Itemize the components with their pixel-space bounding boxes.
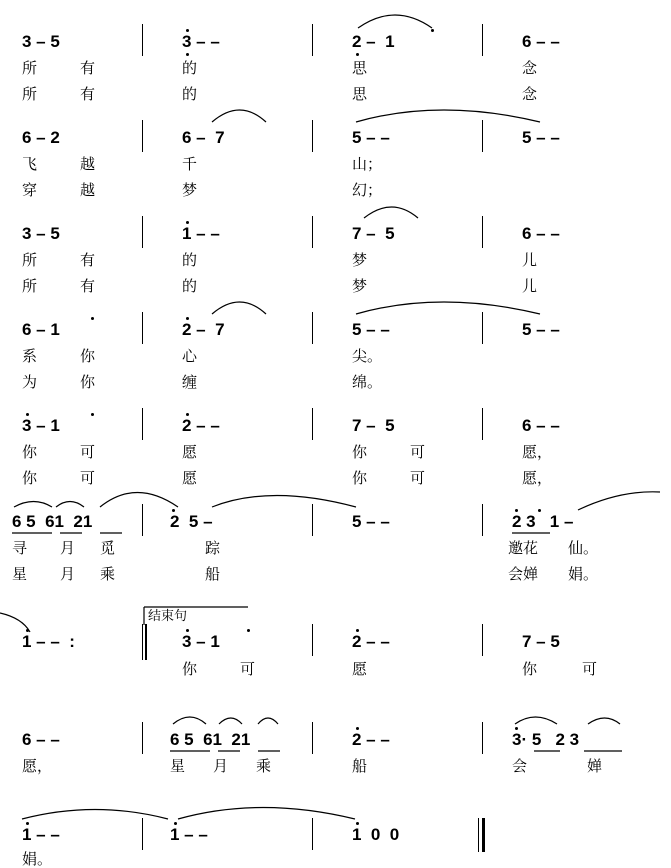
- lyric-char: 你: [352, 443, 368, 461]
- note-group: 2 3 1 –: [512, 512, 574, 531]
- note-group: 3 – –: [182, 32, 220, 51]
- note-group: 6 – 7: [182, 128, 225, 147]
- note-group: 7 – 5: [522, 632, 560, 651]
- lyric-char: 愿: [352, 660, 368, 678]
- lyric-char: 月: [60, 565, 76, 583]
- slur: [100, 493, 178, 508]
- lyric-char: 可: [80, 443, 96, 461]
- lyric-char: 梦: [352, 251, 368, 269]
- note-group: 5 – –: [522, 128, 560, 147]
- note-group: 1 – –: [22, 825, 60, 844]
- lyric-char: 的: [182, 59, 198, 77]
- lyric-char: 儿: [522, 251, 538, 269]
- note-group: 2 – 7: [182, 320, 225, 339]
- note-group: 6 – –: [522, 224, 560, 243]
- lyric-char: 月: [60, 539, 76, 557]
- slur: [22, 810, 168, 820]
- lyric-char: 越: [80, 155, 96, 173]
- note-group: 2 – –: [352, 632, 390, 651]
- note-group: 6 – –: [522, 32, 560, 51]
- lyric-char: 踪: [205, 539, 221, 557]
- note-group: 7 – 5: [352, 224, 395, 243]
- lyric-char: 你: [352, 469, 368, 487]
- lyric-char: 你: [522, 660, 538, 678]
- slur: [258, 718, 278, 724]
- lyric-char: 觅: [100, 539, 116, 557]
- lyric-char: 缠: [182, 373, 198, 391]
- note-group: 6 – –: [522, 416, 560, 435]
- lyric-char: 你: [22, 469, 38, 487]
- lyric-char: 愿: [182, 469, 198, 487]
- slur: [358, 15, 432, 28]
- lyric-char: 愿，: [22, 757, 53, 775]
- lyric-char: 所: [22, 251, 38, 269]
- note-group: 3 – 1: [22, 416, 60, 435]
- ending-label: 结束句: [148, 609, 188, 624]
- note-group: 5 – –: [352, 320, 390, 339]
- note-group: 6 – 1: [22, 320, 60, 339]
- note-group: 2 – 1: [352, 32, 395, 51]
- lyric-char: 千: [182, 155, 198, 173]
- lyric-char: 所: [22, 85, 38, 103]
- lyric-char: 的: [182, 277, 198, 295]
- lyric-char: 的: [182, 85, 198, 103]
- lyric-char: 幻；: [352, 181, 383, 199]
- lyric-char: 梦: [352, 277, 368, 295]
- lyric-char: 念: [522, 85, 538, 103]
- note-group: 5 – –: [352, 512, 390, 531]
- slur: [588, 718, 620, 724]
- lyric-char: 有: [80, 251, 96, 269]
- note-group: 1 – –: [182, 224, 220, 243]
- lyric-char: 为: [22, 373, 38, 391]
- lyric-char: 星: [12, 565, 28, 583]
- lyric-char: 越: [80, 181, 96, 199]
- lyric-char: 儿: [522, 277, 538, 295]
- slur: [0, 613, 30, 632]
- lyric-char: 有: [80, 85, 96, 103]
- lyric-char: 所: [22, 277, 38, 295]
- slur: [356, 110, 540, 122]
- lyric-char: 心: [182, 347, 198, 365]
- lyric-char: 愿，: [522, 443, 553, 461]
- note-group: 1 – – :: [22, 632, 75, 651]
- lyric-char: 邀花: [508, 539, 539, 557]
- lyric-char: 可: [240, 660, 256, 678]
- lyric-char: 有: [80, 277, 96, 295]
- note-group: 6 – –: [22, 730, 60, 749]
- lyric-char: 仙。: [568, 539, 599, 557]
- lyric-char: 念: [522, 59, 538, 77]
- lyric-char: 尖。: [352, 347, 383, 365]
- slur: [14, 502, 52, 508]
- lyric-char: 穿: [22, 181, 38, 199]
- lyric-char: 所: [22, 59, 38, 77]
- lyric-char: 可: [410, 443, 426, 461]
- lyric-char: 飞: [22, 155, 38, 173]
- lyric-char: 绵。: [352, 373, 383, 391]
- slur: [212, 302, 266, 314]
- note-group: 3 – 5: [22, 224, 60, 243]
- slur: [219, 718, 242, 724]
- lyric-char: 婵: [587, 757, 603, 775]
- slur: [212, 496, 356, 508]
- lyric-char: 娟。: [568, 565, 599, 583]
- note-group: 3 – 1: [182, 632, 220, 651]
- lyric-char: 山；: [352, 155, 383, 173]
- note-group: 3 – 5: [22, 32, 60, 51]
- note-group: 6 5 61 21: [12, 512, 93, 531]
- lyric-char: 有: [80, 59, 96, 77]
- note-group: 5 – –: [522, 320, 560, 339]
- note-group: 1 – –: [170, 825, 208, 844]
- lyric-char: 可: [80, 469, 96, 487]
- note-group: 3· 5 2 3: [512, 730, 580, 749]
- slur: [364, 207, 418, 218]
- lyric-char: 乘: [100, 565, 116, 583]
- slur: [578, 492, 660, 510]
- lyric-char: 系: [22, 347, 38, 365]
- note-group: 2 5 –: [170, 512, 213, 531]
- note-group: 6 – 2: [22, 128, 60, 147]
- slur: [515, 717, 557, 724]
- slur: [356, 302, 540, 314]
- note-group: 6 5 61 21: [170, 730, 251, 749]
- lyric-char: 会婵: [508, 565, 539, 583]
- note-group: 5 – –: [352, 128, 390, 147]
- note-group: 2 – –: [352, 730, 390, 749]
- lyric-char: 梦: [182, 181, 198, 199]
- lyric-char: 思: [352, 85, 368, 103]
- lyric-char: 会: [512, 757, 528, 775]
- lyric-char: 你: [22, 443, 38, 461]
- note-group: 2 – –: [182, 416, 220, 435]
- lyric-char: 乘: [256, 757, 272, 775]
- lyric-char: 你: [80, 373, 96, 391]
- lyric-char: 月: [213, 757, 229, 775]
- lyric-char: 船: [205, 565, 221, 583]
- lyric-char: 可: [410, 469, 426, 487]
- slur: [56, 502, 84, 508]
- lyric-char: 你: [80, 347, 96, 365]
- lyric-char: 可: [582, 660, 598, 678]
- lyric-char: 的: [182, 251, 198, 269]
- lyric-char: 星: [170, 757, 186, 775]
- lyric-char: 娟。: [22, 850, 53, 868]
- lyric-char: 愿: [182, 443, 198, 461]
- slur: [212, 110, 266, 122]
- lyric-char: 你: [182, 660, 198, 678]
- lyric-char: 船: [352, 757, 368, 775]
- note-group: 1 0 0: [352, 825, 400, 844]
- lyric-char: 愿，: [522, 469, 553, 487]
- slur: [178, 808, 355, 820]
- note-group: 7 – 5: [352, 416, 395, 435]
- slur: [173, 717, 206, 724]
- lyric-char: 寻: [12, 539, 28, 557]
- lyric-char: 思: [352, 59, 368, 77]
